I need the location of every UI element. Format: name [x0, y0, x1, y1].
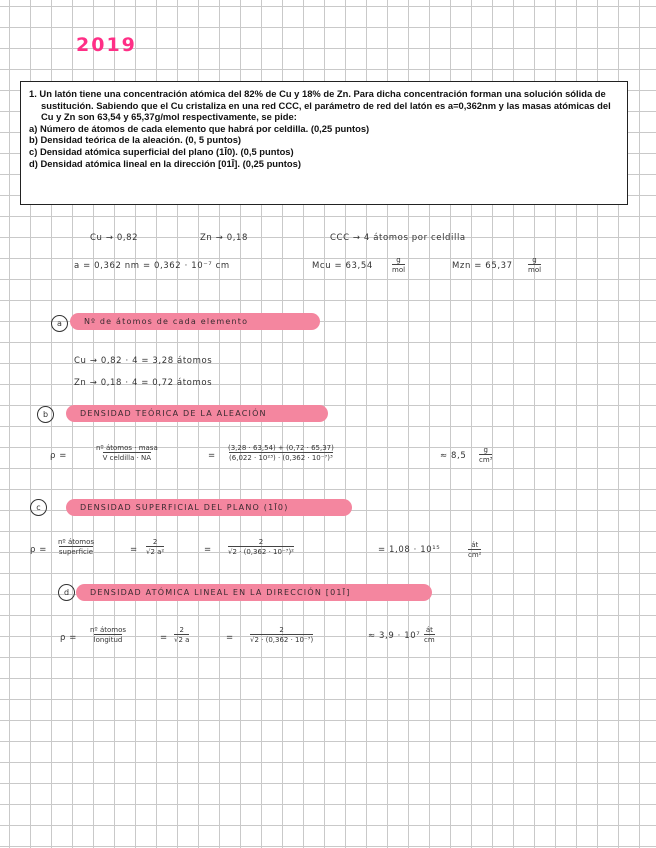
- section-d-simplified: [174, 626, 189, 644]
- year-title: 2019: [76, 34, 137, 56]
- section-c-header: DENSIDAD SUPERFICIAL DEL PLANO (1Ī0): [66, 499, 352, 516]
- substitution-numerator: 2: [258, 538, 264, 546]
- question-d: d) Densidad atómica lineal en la dirección [01Ī]. (0,25 puntos): [29, 157, 301, 169]
- problem-intro: 1. Un latón tiene una concentración atómica del 82% de Cu y 18% de Zn. Para dicha concentración forman una solución sólida de sustitución. Sabiendo que el Cu cristaliza en una red CCC, el parámetro de red del latón es a=0,362nm y las masas atómicas del Cu y Zn son 63,54 y 65,37g/mol respectivamente, se pide:: [29, 88, 611, 123]
- section-b-equals: =: [208, 451, 216, 461]
- formula-denominator: longitud: [93, 636, 123, 644]
- simplified-denominator: √2 a²: [146, 548, 165, 556]
- simplified-numerator: 2: [152, 538, 158, 546]
- problem-statement: [20, 81, 628, 205]
- section-d-formula: [90, 626, 126, 644]
- formula-denominator: V celdilla · NA: [102, 454, 152, 462]
- section-c-simplified: [146, 538, 164, 556]
- section-b-marker: b: [37, 406, 54, 423]
- formula-numerator: nº átomos · masa: [96, 444, 158, 452]
- data-lattice-parameter: a = 0,362 nm = 0,362 · 10⁻⁷ cm: [74, 261, 230, 271]
- substitution-denominator: √2 · (0,362 · 10⁻⁷): [250, 636, 314, 644]
- substitution-denominator: √2 · (0,362 · 10⁻⁷)²: [228, 548, 294, 556]
- section-c-formula: [58, 538, 94, 556]
- unit-numerator: át: [425, 626, 433, 634]
- unit-denominator: mol: [392, 266, 406, 274]
- question-c: c) Densidad atómica superficial del plano (1Ī0). (0,5 puntos): [29, 145, 294, 157]
- section-a-marker: a: [51, 315, 68, 332]
- formula-numerator: nº átomos: [90, 626, 127, 634]
- section-d-header: DENSIDAD ATÓMICA LINEAL EN LA DIRECCIÓN [01Ī]: [76, 584, 432, 601]
- section-c-equals-1: =: [130, 545, 138, 555]
- data-zn: Zn → 0,18: [200, 233, 249, 243]
- unit-denominator: cm²: [468, 551, 482, 559]
- data-mass-cu-unit: [392, 256, 405, 274]
- section-a-zn: Zn → 0,18 · 4 = 0,72 átomos: [74, 378, 213, 388]
- substitution-numerator: 2: [279, 626, 284, 634]
- simplified-denominator: √2 a: [174, 636, 190, 644]
- unit-numerator: át: [471, 541, 479, 549]
- data-cu: Cu → 0,82: [90, 233, 139, 243]
- formula-numerator: nº átomos: [58, 538, 95, 546]
- section-c-result: = 1,08 · 10¹⁵: [378, 545, 441, 555]
- section-c-rho: ρ =: [30, 545, 48, 555]
- unit-denominator: cm: [424, 636, 435, 644]
- section-d-result: ≈ 3,9 · 10⁷: [368, 631, 421, 641]
- section-c-equals-2: =: [204, 545, 212, 555]
- data-ccc: CCC → 4 átomos por celdilla: [330, 233, 466, 243]
- unit-numerator: g: [396, 256, 401, 264]
- substitution-numerator: (3,28 · 63,54) + (0,72 · 65,37): [228, 444, 334, 452]
- section-b-unit: [479, 446, 492, 464]
- section-d-substitution: [250, 626, 313, 644]
- unit-denominator: cm³: [479, 456, 493, 464]
- section-d-unit: [424, 626, 435, 644]
- unit-numerator: g: [532, 256, 537, 264]
- section-b-header: DENSIDAD TEÓRICA DE LA ALEACIÓN: [66, 405, 328, 422]
- unit-denominator: mol: [528, 266, 542, 274]
- simplified-numerator: 2: [179, 626, 184, 634]
- section-d-equals-2: =: [226, 633, 234, 643]
- section-b-rho: ρ =: [50, 451, 68, 461]
- problem-questions: [29, 123, 619, 169]
- section-a-cu: Cu → 0,82 · 4 = 3,28 átomos: [74, 356, 213, 366]
- section-d-marker: d: [58, 584, 75, 601]
- section-a-header: Nº de átomos de cada elemento: [70, 313, 320, 330]
- section-b-formula: [96, 444, 158, 462]
- data-mass-zn-unit: [528, 256, 541, 274]
- section-c-unit: [468, 541, 481, 559]
- data-mass-cu: Mcu = 63,54: [312, 261, 373, 271]
- section-d-equals-1: =: [160, 633, 168, 643]
- section-b-substitution: [228, 444, 334, 462]
- section-c-substitution: [228, 538, 294, 556]
- substitution-denominator: (6,022 · 10²³) · (0,362 · 10⁻⁷)³: [229, 454, 333, 462]
- question-b: b) Densidad teórica de la aleación. (0, 5 puntos): [29, 134, 242, 146]
- unit-numerator: g: [483, 446, 488, 454]
- formula-denominator: superficie: [58, 548, 94, 556]
- section-c-marker: c: [30, 499, 47, 516]
- data-mass-zn: Mzn = 65,37: [452, 261, 513, 271]
- question-a: a) Número de átomos de cada elemento que habrá por celdilla. (0,25 puntos): [29, 122, 370, 134]
- section-b-result: ≈ 8,5: [440, 451, 467, 461]
- section-d-rho: ρ =: [60, 633, 78, 643]
